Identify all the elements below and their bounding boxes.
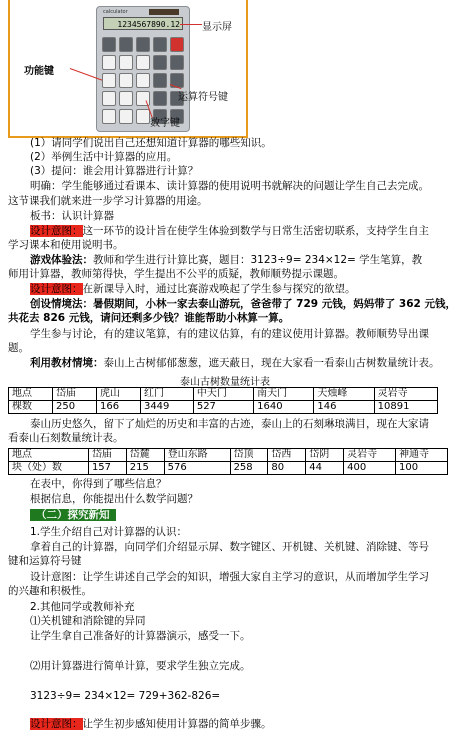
textbook-situation: 利用教材情境：泰山上古树郁郁葱葱，遮天蔽日，现在大家看一看泰山古树数量统计表。: [30, 357, 440, 369]
table-row: 棵数 250 166 3449 527 1640 146 10891: [9, 401, 438, 414]
switch-keys: ⑴关机键和消除键的异同: [30, 615, 146, 627]
learn-line-2: 拿着自己的计算器，向同学们介绍显示屏、数字键区、开机键、关机键、消除键、等号: [30, 541, 429, 553]
label-number-keys: 数字键: [150, 118, 180, 129]
clarify-line-1: 明确：学生能够通过看课本、读计算器的使用说明书就解决的问题让学生自己去完成。: [30, 180, 429, 192]
calculator-figure: [8, 0, 248, 138]
table-row: 地点 岱庙 岱麓 登山东路 岱顶 岱西 岱阴 灵岩寺 神通寺: [9, 449, 448, 462]
calculator-brand: calculator: [103, 9, 128, 15]
design-intent-1: 设计意图：这一环节的设计旨在使学生体验到数学与日常生活密切联系，支持学生自主: [30, 225, 429, 237]
design-intent-2: 设计意图：在新课导入时，通过比赛游戏唤起了学生参与探究的欲望。: [30, 283, 356, 295]
table1-title: 泰山古树数量统计表: [180, 377, 270, 388]
label-display: 显示屏: [202, 22, 232, 33]
design-intent-1-cont: 学习课本和使用说明书。: [8, 239, 124, 251]
table-row: 块（处）数 157 215 576 258 80 44 400 100: [9, 462, 448, 475]
simple-calc: ⑵用计算器进行简单计算，要求学生独立完成。: [30, 660, 251, 672]
discussion-line-2: 题。: [8, 342, 29, 354]
history-line-1: 泰山历史悠久，留下了灿烂的历史和丰富的古迹，泰山上的石刻琳琅满目，现在大家请: [30, 418, 429, 430]
situation-method: 创设情境法：暑假期间，小林一家去泰山游玩，爸爸带了 729 元钱，妈妈带了 362 元钱，: [30, 298, 456, 310]
label-operator-keys: 运算符号键: [178, 92, 228, 103]
learn-line-1: 1.学生介绍自己对计算器的认识：: [30, 526, 188, 538]
design-intent-tag: 设计意图：: [30, 225, 83, 237]
demo-line: 让学生拿自己准备好的计算器演示，感受一下。: [30, 630, 251, 642]
question-2: (2）举例生活中计算器的应用。: [30, 151, 178, 163]
info-question: 根据信息，你能提出什么数学问题？: [30, 493, 198, 505]
question-3: (3）提问：谁会用计算器进行计算？: [30, 165, 199, 177]
tree-count-table: [8, 387, 438, 414]
clarify-line-2: 这节课我们就来进一步学习计算器的用途。: [8, 195, 208, 207]
solar-panel: [149, 9, 179, 15]
discussion-line-1: 学生参与讨论，有的建议笔算，有的建议估算，有的建议使用计算器。教师顺势导出课: [30, 328, 429, 340]
table-question: 在表中，你得到了哪些信息？: [30, 478, 167, 490]
board-writing: 板书：认识计算器: [30, 210, 114, 222]
history-line-2: 看泰山石刻数量统计表。: [8, 432, 124, 444]
arrow-display: [180, 24, 202, 25]
calculator-display: 1234567890.12: [103, 17, 183, 30]
label-function-keys: 功能键: [24, 66, 54, 77]
design-intent-3: 设计意图：让学生初步感知使用计算器的简单步骤。: [30, 718, 272, 730]
table-row: 地点 岱庙 虎山 红门 中天门 南天门 天烛峰 灵岩寺: [9, 388, 438, 401]
learn-line-3: 键和运算符号键: [8, 555, 82, 567]
calculator-keypad: [102, 37, 184, 124]
exercise-line: 3123÷9= 234×12= 729+362-826=: [30, 690, 221, 702]
design-text-a: 设计意图：让学生讲述自己学会的知识，增强大家自主学习的意识，从而增加学生学习: [30, 571, 429, 583]
stone-carving-table: [8, 448, 448, 475]
game-method-cont: 师用计算器，教师第得快，学生提出不公平的质疑，教师顺势提示课题。: [8, 268, 344, 280]
question-1: (1）请同学们说出自己还想知道计算器的哪些知识。: [30, 137, 272, 149]
other-supplement: 2.其他同学或教师补充: [30, 601, 135, 613]
game-method: 游戏体验法：教师和学生进行计算比赛，题目：3123÷9= 234×12= 学生笔算，教: [30, 254, 423, 266]
section-heading: （二）探究新知: [30, 509, 463, 522]
design-text-b: 的兴趣和积极性。: [8, 585, 92, 597]
situation-method-cont: 共花去 826 元钱，请问还剩多少钱？谁能帮助小林算一算。: [8, 312, 290, 324]
